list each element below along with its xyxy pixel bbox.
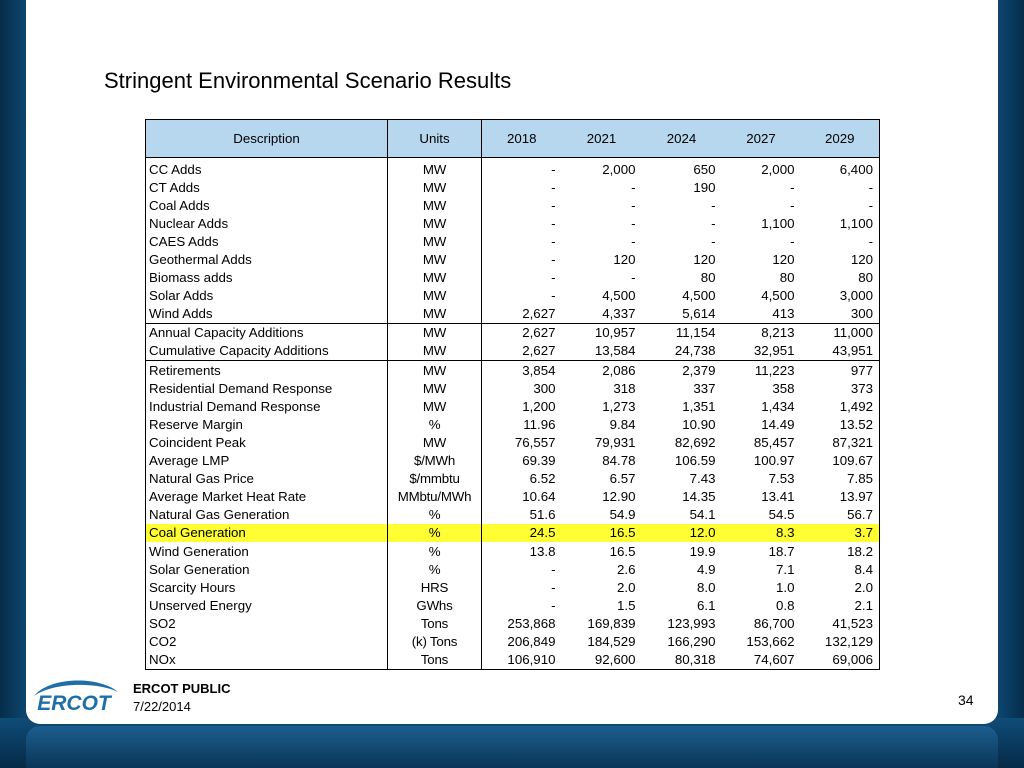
table-row [146,433,880,451]
row-value: - [551,252,556,268]
row-value: 1.0 [776,579,795,595]
background-right [998,0,1024,768]
row-value: 2.6 [617,561,636,577]
row-value: 253,868 [507,615,556,631]
row-description: Retirements [146,361,388,380]
row-units: GWhs [388,596,482,614]
row-units: % [388,542,482,560]
row-value: 4,500 [761,288,795,304]
row-value: 6,400 [801,158,880,179]
slide-title: Stringent Environmental Scenario Results [104,68,512,93]
row-value: 8.4 [801,560,880,578]
header-year: 2027 [722,120,801,158]
row-description: CC Adds [146,158,388,179]
row-value: 2,627 [482,305,562,324]
row-description: Annual Capacity Additions [146,323,388,342]
table-row [146,614,880,632]
row-value: 11,154 [675,325,716,341]
row-value: 16.5 [562,524,642,542]
row-value: 5,614 [642,305,722,324]
row-value: 300 [801,305,880,324]
row-value: - [551,233,556,249]
row-value: - [551,288,556,304]
row-value: 2.1 [801,596,880,614]
row-units: $/mmbtu [388,470,482,488]
row-description: Industrial Demand Response [146,397,388,415]
row-value: - [551,179,556,195]
row-value: 51.6 [529,507,556,523]
row-value: 13.52 [801,415,880,433]
row-value: - [551,161,556,177]
table-row [146,632,880,650]
row-units: MW [388,433,482,451]
row-value: - [790,233,795,249]
row-value: 300 [533,380,556,396]
row-units: MW [388,214,482,232]
row-description: CO2 [146,632,388,650]
row-value: 8.0 [697,579,716,595]
row-description: Coal Adds [146,196,388,214]
row-value: 10,957 [594,325,636,341]
row-description: SO2 [146,614,388,632]
row-description: Natural Gas Generation [146,506,388,524]
row-value: 14.35 [682,489,716,505]
row-value: 54.1 [689,507,716,523]
row-description: Unserved Energy [146,596,388,614]
page-number: 34 [958,692,974,708]
row-description: CT Adds [146,178,388,196]
row-value: 18.2 [801,542,880,560]
row-units: MW [388,342,482,361]
row-value: 10.64 [522,489,556,505]
table-row [146,651,880,670]
row-value: - [631,233,636,249]
table-row [146,506,880,524]
table-header-row [146,120,880,158]
header-units: Units [388,120,482,158]
table-row [146,397,880,415]
row-value: 1,100 [801,214,880,232]
row-value: 2,000 [761,161,795,177]
row-value: 74,607 [722,651,801,670]
row-value: 56.7 [801,506,880,524]
row-units: MW [388,250,482,268]
row-value: 7.1 [776,561,795,577]
row-value: 1,492 [801,397,880,415]
table-body [146,158,880,670]
row-value: 1,434 [761,398,795,414]
row-value: - [551,597,556,613]
row-value: 120 [801,250,880,268]
row-units: MW [388,305,482,324]
row-value: 13.8 [529,543,556,559]
row-description: Biomass adds [146,269,388,287]
row-value: 3,000 [801,287,880,305]
header-year: 2018 [482,120,562,158]
row-value: 11.96 [523,416,556,432]
row-description: Reserve Margin [146,415,388,433]
row-value: 43,951 [801,342,880,361]
row-description: Wind Generation [146,542,388,560]
row-value: 1.5 [617,597,636,613]
row-value: 1,200 [522,398,556,414]
row-value: 87,321 [801,433,880,451]
row-value: - [711,215,716,231]
row-description: NOx [146,651,388,670]
row-value: 86,700 [753,615,795,631]
row-value: - [551,561,556,577]
row-units: MW [388,287,482,305]
svg-text:ERCOT: ERCOT [37,692,111,715]
row-value: 132,129 [801,632,880,650]
row-value: 318 [613,380,636,396]
footer-band [26,726,998,768]
row-value: 85,457 [753,434,795,450]
row-value: 7.53 [768,471,795,487]
row-value: 977 [801,361,880,380]
row-description: Solar Generation [146,560,388,578]
row-units: MW [388,361,482,380]
table-row [146,524,880,542]
row-value: 106,910 [482,651,562,670]
row-value: - [631,215,636,231]
row-units: MW [388,158,482,179]
row-value: - [631,270,636,286]
row-value: - [631,197,636,213]
table-row [146,415,880,433]
row-description: Natural Gas Price [146,470,388,488]
row-value: 650 [693,161,716,177]
row-description: Average Market Heat Rate [146,488,388,506]
row-units: (k) Tons [388,632,482,650]
row-value: 18.7 [768,543,795,559]
row-value: 13.97 [801,488,880,506]
row-units: % [388,506,482,524]
row-value: 54.5 [768,507,795,523]
row-units: MW [388,232,482,250]
row-value: 169,839 [587,615,636,631]
row-value: 7.85 [801,470,880,488]
row-value: 80 [700,270,716,286]
row-value: 79,931 [594,434,636,450]
row-value: 2,086 [602,362,636,378]
row-value: 3,854 [522,362,556,378]
row-value: 2,627 [482,342,562,361]
table-row [146,305,880,324]
row-units: Tons [388,614,482,632]
row-value: 14.49 [761,416,795,432]
footer-date: 7/22/2014 [133,699,191,714]
footer-classification: ERCOT PUBLIC [133,681,231,696]
row-value: - [801,178,880,196]
row-units: % [388,560,482,578]
row-value: 69,006 [801,651,880,670]
row-description: Average LMP [146,452,388,470]
row-value: 3.7 [801,524,880,542]
table-row [146,452,880,470]
row-description: Residential Demand Response [146,379,388,397]
row-value: 106.59 [674,453,716,469]
row-value: - [801,196,880,214]
row-value: 2,000 [602,161,636,177]
row-value: 4,337 [562,305,642,324]
row-value: 2.0 [801,578,880,596]
row-description: Coincident Peak [146,433,388,451]
results-table [145,119,880,670]
row-units: % [388,524,482,542]
table-row [146,596,880,614]
row-value: - [551,270,556,286]
row-value: 166,290 [667,633,716,649]
row-value: - [551,197,556,213]
row-description: Scarcity Hours [146,578,388,596]
row-value: 123,993 [667,615,716,631]
row-value: 4.9 [697,561,716,577]
table-row [146,158,880,179]
row-value: 1,100 [761,215,795,231]
background-left [0,0,26,768]
row-value: 9.84 [609,416,636,432]
row-value: - [790,179,795,195]
row-value: 80 [801,269,880,287]
row-value: 32,951 [722,342,801,361]
row-value: - [551,579,556,595]
header-year: 2021 [562,120,642,158]
row-value: 11,223 [754,362,795,378]
row-value: 13,584 [562,342,642,361]
row-value: 153,662 [746,633,795,649]
row-value: - [631,179,636,195]
table-row [146,379,880,397]
row-value: 12.0 [642,524,722,542]
table-row [146,361,880,380]
row-value: 11,000 [801,323,880,342]
row-value: 1,273 [602,398,636,414]
row-value: 6.1 [697,597,716,613]
table-row [146,232,880,250]
row-value: 4,500 [682,288,716,304]
table-row [146,488,880,506]
row-value: 19.9 [689,543,716,559]
row-description: CAES Adds [146,232,388,250]
row-value: 184,529 [587,633,636,649]
table-row [146,560,880,578]
table-row [146,323,880,342]
row-units: MMbtu/MWh [388,488,482,506]
table-row [146,196,880,214]
row-value: 358 [772,380,795,396]
row-value: 24.5 [482,524,562,542]
row-description: Geothermal Adds [146,250,388,268]
row-value: 337 [693,380,716,396]
table-row [146,342,880,361]
row-value: 8,213 [761,325,795,341]
row-value: 1,351 [682,398,716,414]
row-value: 413 [722,305,801,324]
row-value: 69.39 [522,453,556,469]
row-description: Coal Generation [146,524,388,542]
row-units: MW [388,323,482,342]
row-units: MW [388,196,482,214]
header-year: 2029 [801,120,880,158]
row-value: 10.90 [682,416,716,432]
row-description: Nuclear Adds [146,214,388,232]
header-description: Description [146,120,388,158]
row-description: Solar Adds [146,287,388,305]
row-value: - [801,232,880,250]
row-value: 82,692 [674,434,716,450]
row-value: 0.8 [776,597,795,613]
row-value: 41,523 [801,614,880,632]
row-value: 2.0 [617,579,636,595]
row-value: 54.9 [609,507,636,523]
row-value: - [551,215,556,231]
table-row [146,250,880,268]
table-row [146,178,880,196]
table-row [146,287,880,305]
row-value: 92,600 [562,651,642,670]
ercot-logo [28,674,122,716]
row-value: 373 [801,379,880,397]
row-value: 8.3 [722,524,801,542]
row-value: 2,627 [522,325,556,341]
table-row [146,470,880,488]
row-units: % [388,415,482,433]
row-value: - [790,197,795,213]
row-value: 24,738 [642,342,722,361]
row-value: 13.41 [761,489,795,505]
row-value: 120 [772,252,795,268]
row-value: 7.43 [689,471,716,487]
row-value: - [711,197,716,213]
table-row [146,269,880,287]
row-units: HRS [388,578,482,596]
row-value: - [711,233,716,249]
row-value: 120 [613,252,636,268]
row-value: 120 [693,252,716,268]
row-value: 80,318 [642,651,722,670]
table-row [146,578,880,596]
header-year: 2024 [642,120,722,158]
row-units: $/MWh [388,452,482,470]
row-value: 4,500 [602,288,636,304]
row-units: MW [388,397,482,415]
row-value: 6.57 [609,471,636,487]
row-units: MW [388,379,482,397]
row-value: 84.78 [602,453,636,469]
row-value: 16.5 [609,543,636,559]
row-units: MW [388,269,482,287]
row-value: 206,849 [507,633,556,649]
row-value: 109.67 [801,452,880,470]
row-description: Cumulative Capacity Additions [146,342,388,361]
table-row [146,542,880,560]
row-units: Tons [388,651,482,670]
row-value: 76,557 [514,434,556,450]
row-value: 190 [693,179,716,195]
table-row [146,214,880,232]
row-value: 2,379 [682,362,716,378]
row-value: 12.90 [602,489,636,505]
row-value: 6.52 [529,471,556,487]
row-value: 80 [779,270,795,286]
row-units: MW [388,178,482,196]
row-description: Wind Adds [146,305,388,324]
row-value: 100.97 [753,453,795,469]
